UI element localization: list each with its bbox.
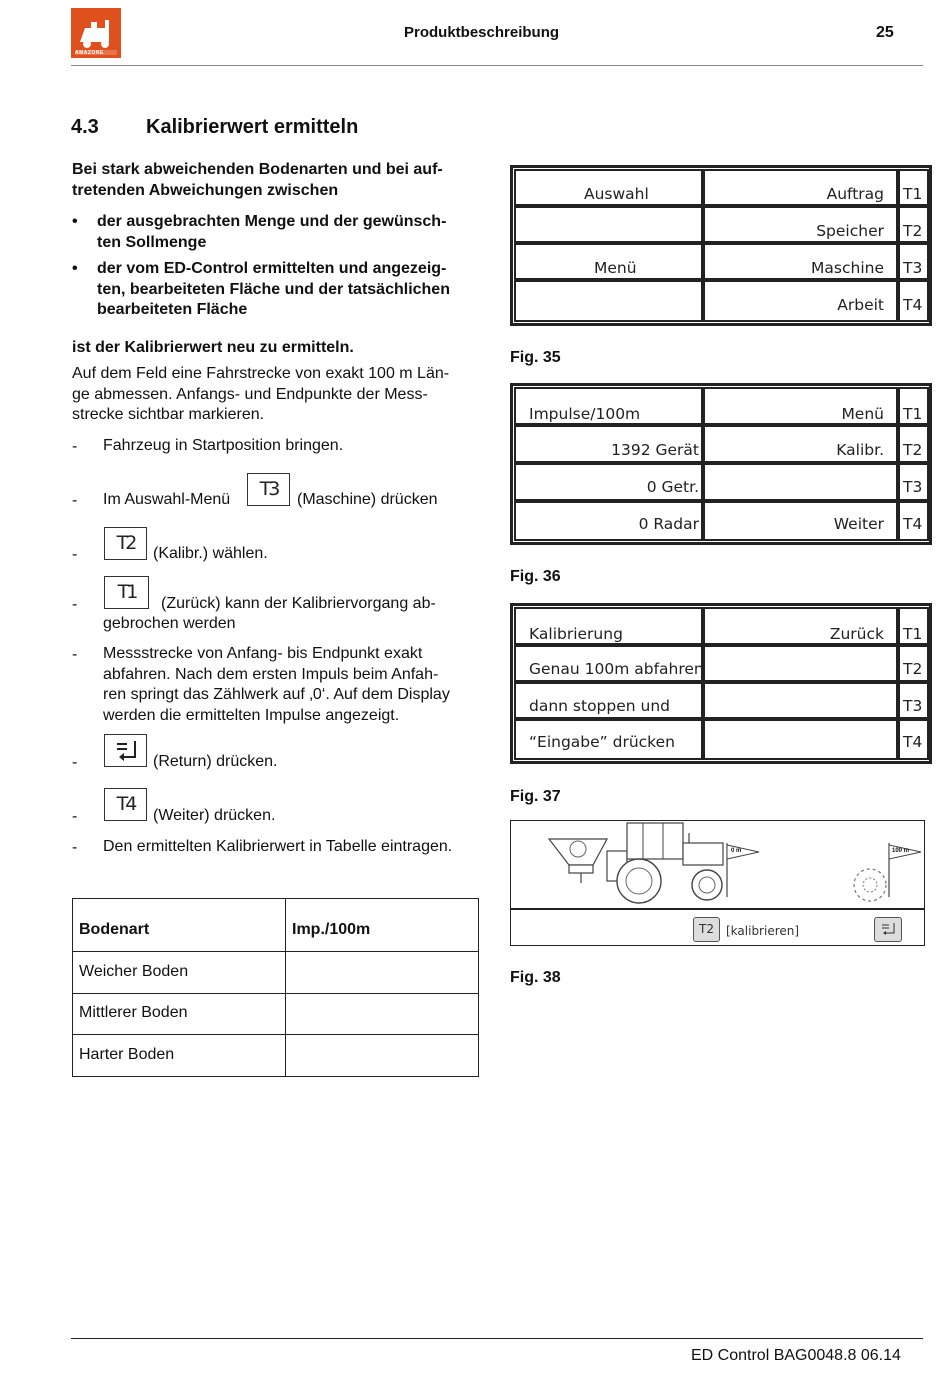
step-text: Den ermittelten Kalibrierwert in Tabelle eintragen. xyxy=(103,838,453,855)
step-text: (Return) drücken. xyxy=(153,753,278,770)
display-key-cell xyxy=(898,280,929,322)
display-label: 1392 Gerät xyxy=(611,441,699,459)
display-key-cell xyxy=(898,243,929,280)
flag-label-start: 0 m xyxy=(731,848,742,854)
footer-divider xyxy=(71,1338,923,1339)
return-key-icon xyxy=(104,734,147,767)
display-cell xyxy=(703,645,898,682)
key-t4-icon: T4 xyxy=(104,788,147,821)
display-cell xyxy=(514,169,703,206)
display-key-label: T2 xyxy=(903,222,923,240)
table-header-cell: Bodenart xyxy=(79,921,150,938)
display-key-cell xyxy=(898,501,929,541)
display-cell xyxy=(514,243,703,280)
display-divider xyxy=(511,908,924,910)
display-fig36 xyxy=(510,383,932,545)
table-cell: Harter Boden xyxy=(79,1046,175,1063)
paragraph-line: ge abmessen. Anfangs- und Endpunkte der Mess- xyxy=(72,385,428,403)
display-key-label: T2 xyxy=(903,441,923,459)
display-key-cell xyxy=(898,169,929,206)
display-key-label: T1 xyxy=(903,625,923,643)
display-cell xyxy=(703,169,898,206)
figure-caption: Fig. 35 xyxy=(510,349,561,366)
step-dash: - xyxy=(72,646,78,663)
step-text-block xyxy=(103,644,486,726)
step-dash: - xyxy=(72,546,78,563)
header-divider xyxy=(71,65,923,66)
display-fig35 xyxy=(510,165,932,326)
display-cell xyxy=(703,501,898,541)
key-t2-icon: T2 xyxy=(104,527,147,560)
display-cell xyxy=(514,719,703,760)
display-label: Menü xyxy=(841,405,884,423)
tractor-spreader-illustration xyxy=(511,821,924,909)
figure-caption: Fig. 37 xyxy=(510,788,561,805)
bullet-marker: • xyxy=(72,213,78,230)
step-dash: - xyxy=(72,754,78,771)
display-label: Speicher xyxy=(816,222,884,240)
display-key-label: T3 xyxy=(903,478,923,496)
display-key-cell xyxy=(898,387,929,425)
display-cell xyxy=(514,645,703,682)
display-key-label: T3 xyxy=(903,259,923,277)
display-cell xyxy=(514,682,703,719)
step-dash: - xyxy=(72,839,78,856)
display-key-label: T1 xyxy=(903,405,923,423)
display-label: “Eingabe” drücken xyxy=(529,733,675,751)
display-cell xyxy=(514,425,703,463)
display-cell xyxy=(514,206,703,243)
paragraph-line: Auf dem Feld eine Fahrstrecke von exakt 100 m Län- xyxy=(72,365,450,382)
step-dash: - xyxy=(72,596,78,613)
display-label: Auswahl xyxy=(584,185,649,203)
key-t2-button: T2 xyxy=(693,917,720,942)
display-cell xyxy=(514,280,703,322)
step-text: gebrochen werden xyxy=(103,615,236,632)
paragraph-line: strecke sichtbar markieren. xyxy=(72,406,265,423)
display-fig37 xyxy=(510,603,932,764)
bullet-marker: • xyxy=(72,260,78,277)
enter-arrow-icon xyxy=(875,918,901,941)
step-line: abfahren. Nach dem ersten Impuls beim Anfah- xyxy=(103,665,439,683)
display-label: Weiter xyxy=(833,515,884,533)
amazone-logo xyxy=(71,8,121,58)
intro-lead xyxy=(72,160,486,201)
display-label: dann stoppen und xyxy=(529,697,670,715)
bullet-item xyxy=(72,259,486,321)
bullet-line: bearbeiteten Fläche xyxy=(97,301,248,318)
table-row xyxy=(73,994,478,1035)
intro-conclusion: ist der Kalibrierwert neu zu ermitteln. xyxy=(72,339,354,356)
display-label: 0 Getr. xyxy=(646,478,699,496)
display-label: Kalibr. xyxy=(836,441,884,459)
display-label: Kalibrierung xyxy=(529,625,623,643)
bullet-line: der ausgebrachten Menge und der gewünsch- xyxy=(97,213,447,230)
table-cell: Weicher Boden xyxy=(79,963,189,980)
flag-label-end: 100 m xyxy=(892,848,910,854)
display-key-cell xyxy=(898,645,929,682)
display-label: Auftrag xyxy=(826,185,884,203)
display-label: 0 Radar xyxy=(638,515,699,533)
step-dash: - xyxy=(72,438,78,455)
display-label: Zurück xyxy=(829,625,884,643)
bullet-line: der vom ED-Control ermittelten und angezeig- xyxy=(97,260,447,277)
display-cell xyxy=(703,206,898,243)
display-key-label: T2 xyxy=(903,660,923,678)
return-arrow-icon xyxy=(105,735,146,766)
display-label: Genau 100m abfahren xyxy=(529,660,704,678)
display-cell xyxy=(514,607,703,645)
display-cell xyxy=(703,682,898,719)
table-cell: Mittlerer Boden xyxy=(79,1004,188,1021)
display-cell xyxy=(514,463,703,501)
display-cell xyxy=(514,387,703,425)
step-text: Im Auswahl-Menü xyxy=(103,491,231,508)
figure-caption: Fig. 38 xyxy=(510,969,561,986)
bullet-line: ten Sollmenge xyxy=(97,233,207,251)
display-key-label: T3 xyxy=(903,697,923,715)
display-key-cell xyxy=(898,719,929,760)
step-dash: - xyxy=(72,492,78,509)
figure-caption: Fig. 36 xyxy=(510,568,561,585)
display-label: Menü xyxy=(594,259,637,277)
display-key-label: T4 xyxy=(903,296,923,314)
display-cell xyxy=(514,501,703,541)
logo-text: AMAZONE xyxy=(75,50,104,56)
bullet-line: ten, bearbeiteten Fläche und der tatsächlichen xyxy=(97,280,450,298)
step-text: Fahrzeug in Startposition bringen. xyxy=(103,437,344,454)
table-row xyxy=(73,952,478,994)
step-text: (Maschine) drücken xyxy=(297,491,438,508)
display-cell xyxy=(703,463,898,501)
display-key-cell xyxy=(898,463,929,501)
display-cell xyxy=(703,719,898,760)
step-line: werden die ermittelten Impulse angezeigt. xyxy=(103,706,400,724)
step-text: (Zurück) kann der Kalibriervorgang ab- xyxy=(161,595,436,612)
display-key-cell xyxy=(898,682,929,719)
display-key-cell xyxy=(898,607,929,645)
section-number: 4.3 xyxy=(71,116,99,138)
display-key-label: T4 xyxy=(903,515,923,533)
table-header-cell: Imp./100m xyxy=(292,921,371,938)
display-label: Maschine xyxy=(811,259,884,277)
calibration-table xyxy=(72,898,479,1077)
intro-lead-line: tretenden Abweichungen zwischen xyxy=(72,181,339,199)
display-label: Impulse/100m xyxy=(529,405,641,423)
table-row xyxy=(73,1035,478,1076)
page-number: 25 xyxy=(876,24,894,41)
display-cell xyxy=(703,425,898,463)
footer-document-id: ED Control BAG0048.8 06.14 xyxy=(691,1347,901,1364)
display-cell xyxy=(703,280,898,322)
display-fig38 xyxy=(510,820,925,946)
key-t3-icon: T3 xyxy=(247,473,290,506)
enter-key-icon xyxy=(874,917,902,942)
display-key-cell xyxy=(898,425,929,463)
display-key-label: T4 xyxy=(903,733,923,751)
header-title: Produktbeschreibung xyxy=(404,24,560,41)
section-title: Kalibrierwert ermitteln xyxy=(146,116,359,138)
step-text: (Kalibr.) wählen. xyxy=(153,545,268,562)
step-dash: - xyxy=(72,808,78,825)
display-cell xyxy=(703,243,898,280)
display-cell xyxy=(703,387,898,425)
display-cell xyxy=(703,607,898,645)
step-line: Messstrecke von Anfang- bis Endpunkt exakt xyxy=(103,645,423,662)
table-header-row xyxy=(73,899,478,952)
key-t2-caption: [kalibrieren] xyxy=(726,924,800,938)
display-key-cell xyxy=(898,206,929,243)
step-line: ren springt das Zählwerk auf ‚0‘. Auf dem Display xyxy=(103,686,450,703)
intro-lead-line: Bei stark abweichenden Bodenarten und bei auf- xyxy=(72,161,443,178)
intro-paragraph xyxy=(72,364,486,426)
bullet-item xyxy=(72,212,486,253)
key-t1-icon: T1 xyxy=(104,576,149,609)
display-label: Arbeit xyxy=(837,296,884,314)
step-text: (Weiter) drücken. xyxy=(153,807,276,824)
display-key-label: T1 xyxy=(903,185,923,203)
